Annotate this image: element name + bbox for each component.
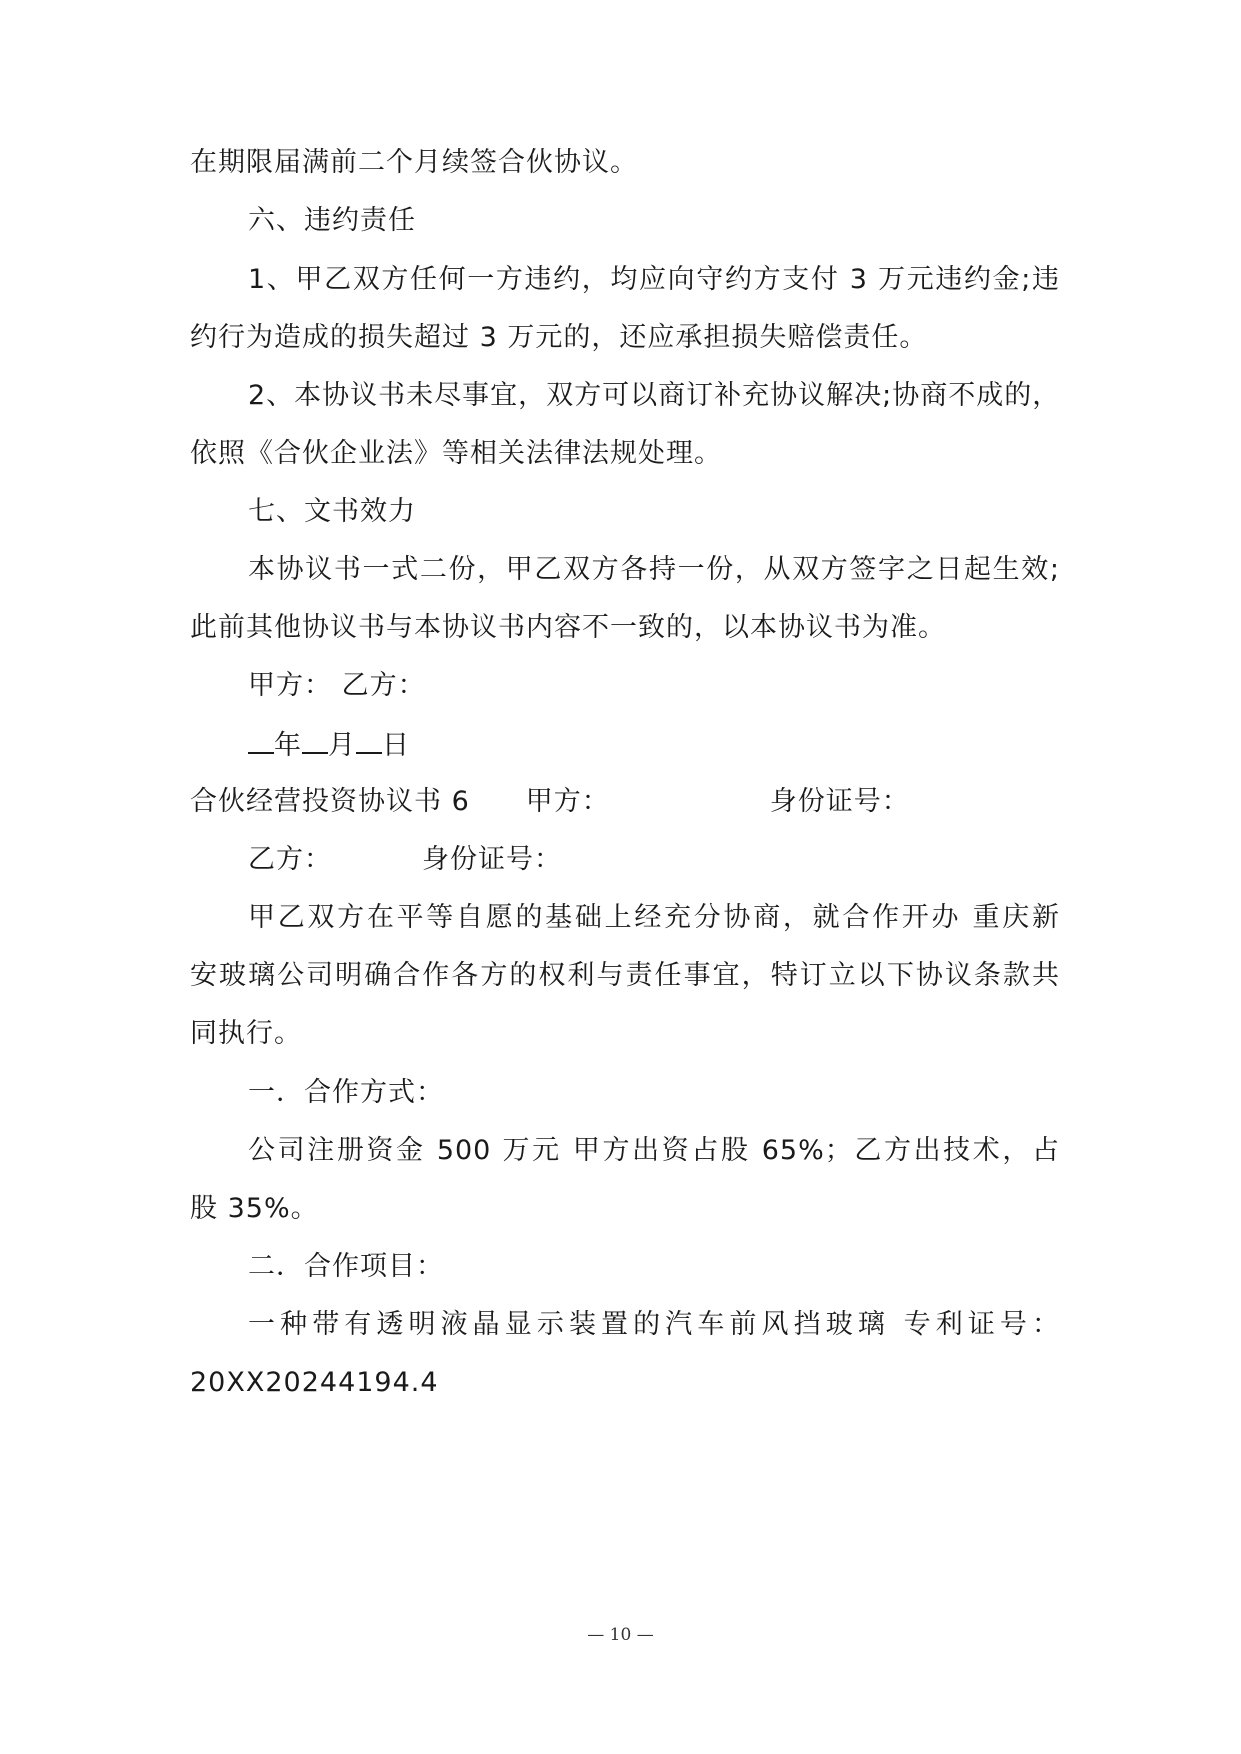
paragraph-line: 依照《合伙企业法》等相关法律法规处理。 [190,438,722,469]
paragraph-line: 此前其他协议书与本协议书内容不一致的，以本协议书为准。 [190,612,946,643]
blank-underline [302,726,328,754]
party-b-line [248,842,1060,878]
date-day: 日 [382,730,410,761]
blank-underline [248,726,274,754]
date-month: 月 [328,730,356,761]
paragraph-line: 在期限届满前二个月续签合伙协议。 [190,147,638,178]
id-number-label: 身份证号： [422,844,562,875]
section-heading-cooperation-project: 二．合作项目： [248,1251,444,1282]
id-number-label: 身份证号： [769,786,910,817]
document-title: 合伙经营投资协议书 6 [190,786,470,817]
date-line [248,726,1060,764]
paragraph-line: 股 35%。 [190,1193,319,1224]
paragraph-line: 安玻璃公司明确合作各方的权利与责任事宜，特订立以下协议条款共 [190,960,1060,991]
signature-line: 甲方： 乙方： [248,670,426,701]
patent-number: 20XX20244194.4 [190,1367,439,1398]
paragraph-line: 本协议书一式二份，甲乙双方各持一份，从双方签字之日起生效; [248,554,1060,585]
paragraph-line: 2、本协议书未尽事宜，双方可以商订补充协议解决;协商不成的， [248,380,1061,411]
paragraph-line: 约行为造成的损失超过 3 万元的，还应承担损失赔偿责任。 [190,322,928,353]
page-number: — 10 — [587,1625,654,1645]
paragraph-line: 一种带有透明液晶显示装置的汽车前风挡玻璃 专利证号： [248,1309,1060,1340]
document-title-line [190,784,1060,820]
section-heading-validity: 七、文书效力 [248,496,416,527]
party-b-label: 乙方： [248,844,332,875]
paragraph-line: 1、甲乙双方任何一方违约，均应向守约方支付 3 万元违约金;违 [248,264,1060,295]
paragraph-line: 甲乙双方在平等自愿的基础上经充分协商，就合作开办 重庆新 [248,902,1060,933]
date-year: 年 [274,730,302,761]
paragraph-line: 公司注册资金 500 万元 甲方出资占股 65%；乙方出技术，占 [248,1135,1060,1166]
paragraph-line: 同执行。 [190,1018,302,1049]
party-a-label: 甲方： [525,786,610,817]
section-heading-cooperation-mode: 一．合作方式： [248,1077,444,1108]
section-heading-breach: 六、违约责任 [248,205,416,236]
blank-underline [356,726,382,754]
